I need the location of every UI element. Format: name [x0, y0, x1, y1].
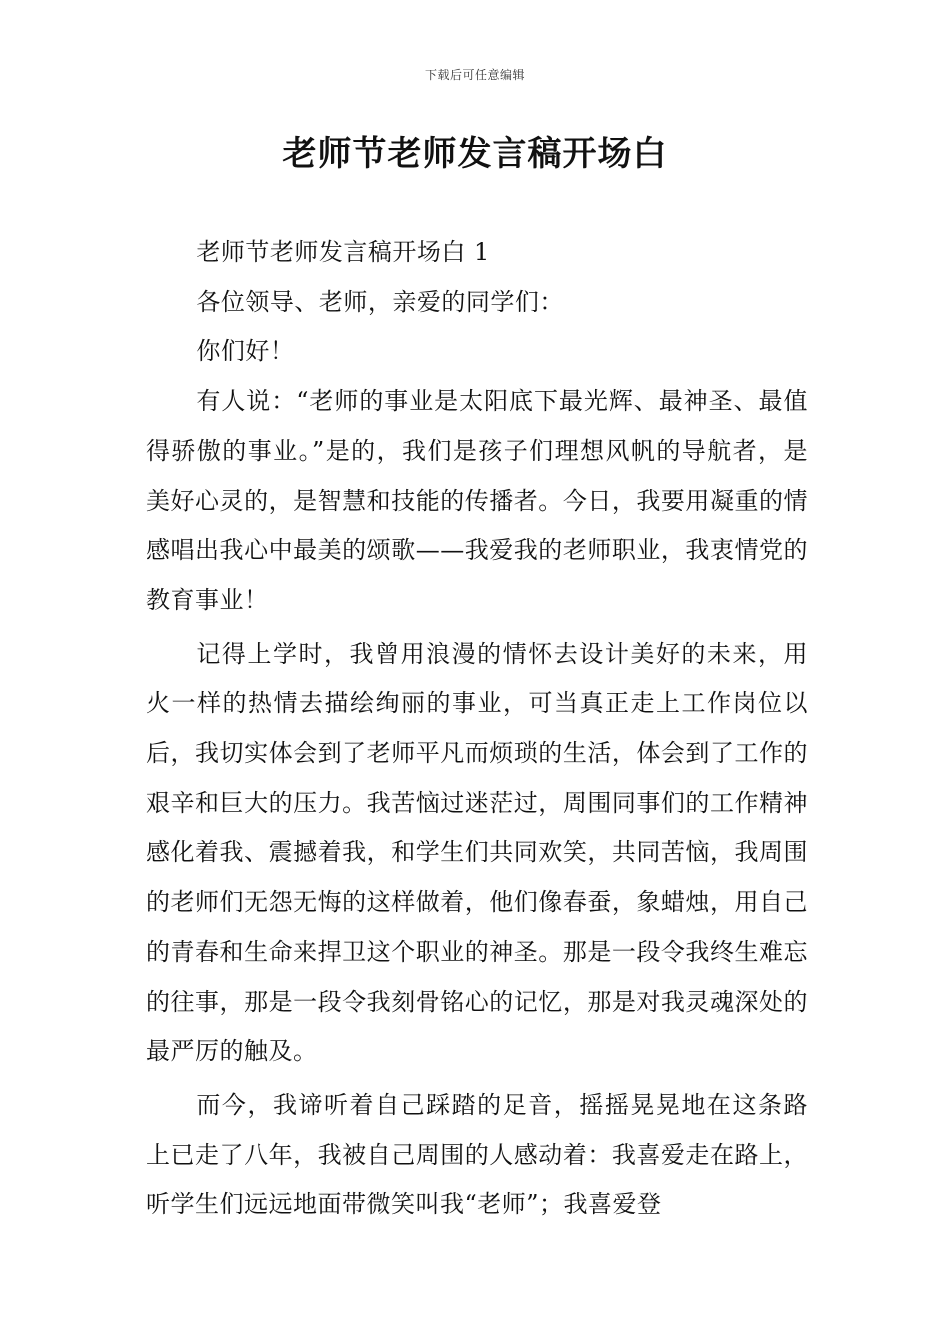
- document-title: 老师节老师发言稿开场白: [282, 134, 668, 174]
- body-paragraph: 而今，我谛听着自己踩踏的足音，摇摇晃晃地在这条路上已走了八年，我被自己周围的人感动着：我喜爱走在路上，听学生们远远地面带微笑叫我“老师”；我喜爱登: [146, 1090, 808, 1219]
- greeting-paragraph: 你们好！: [196, 337, 295, 366]
- salutation-paragraph: 各位领导、老师，亲爱的同学们：: [196, 287, 564, 316]
- body-paragraph: 有人说：“老师的事业是太阳底下最光辉、最神圣、最值得骄傲的事业。”是的，我们是孩子们理想风帆的导航者，是美好心灵的，是智慧和技能的传播者。今日，我要用凝重的情感唱出我心中最美的颂歌——我爱我的老师职业，我衷情党的教育事业！: [146, 387, 808, 614]
- header-note: 下载后可任意编辑: [424, 68, 525, 82]
- body-paragraph: 记得上学时，我曾用浪漫的情怀去设计美好的未来，用火一样的热情去描绘绚丽的事业，可当真正走上工作岗位以后，我切实体会到了老师平凡而烦琐的生活，体会到了工作的艰辛和巨大的压力。我苦恼过迷茫过，周围同事们的工作精神感化着我、震撼着我，和学生们共同欢笑，共同苦恼，我周围的老师们无怨无悔的这样做着，他们像春蚕，象蜡烛，用自己的青春和生命来捍卫这个职业的神圣。那是一段令我终生难忘的往事，那是一段令我刻骨铭心的记忆，那是对我灵魂深处的最严厉的触及。: [146, 639, 808, 1066]
- subtitle-paragraph: 老师节老师发言稿开场白 1: [196, 238, 490, 266]
- document-body: [146, 228, 808, 1230]
